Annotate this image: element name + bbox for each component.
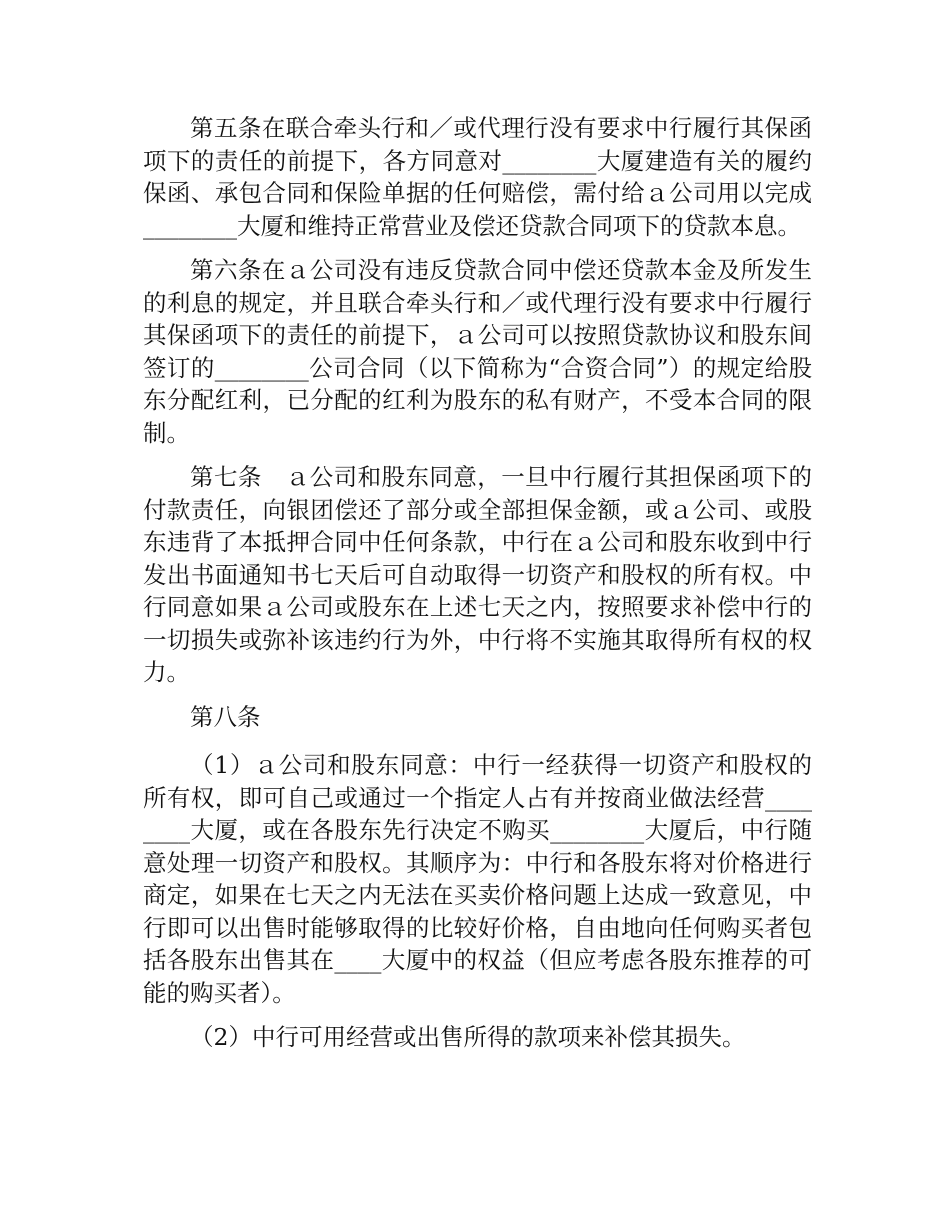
article-7-paragraph: 第七条 ａ公司和股东同意，一旦中行履行其担保函项下的付款责任，向银团偿还了部分或全部担保金额，或ａ公司、或股东违背了本抵押合同中任何条款，中行在ａ公司和股东收到中行发出书面通知书七天后可自动取得一切资产和股权的所有权。中行同意如果ａ公司或股东在上述七天之内，按照要求补偿中行的一切损失或弥补该违约行为外，中行将不实施其取得所有权的权力。: [143, 463, 812, 686]
article-8-clause-2: （2）中行可用经营或出售所得的款项来补偿其损失。: [190, 1023, 746, 1051]
article-8-clause-1: （1）ａ公司和股东同意：中行一经获得一切资产和股权的所有权，即可自己或通过一个指定人占有并按商业做法经营________大厦，或在各股东先行决定不购买________大厦后，中行随意处理一切资产和股权。其顺序为：中行和各股东将对价格进行商定，如果在七天之内无法在买卖价格问题上达成一致意见，中行即可以出售时能够取得的比较好价格，自由地向任何购买者包括各股东出售其在____大厦中的权益（但应考虑各股东推荐的可能的购买者）。: [143, 751, 812, 1007]
article-6-paragraph: 第六条在ａ公司没有违反贷款合同中偿还贷款本金及所发生的利息的规定，并且联合牵头行和／或代理行没有要求中行履行其保函项下的责任的前提下，ａ公司可以按照贷款协议和股东间签订的________公司合同（以下简称为“合资合同”）的规定给股东分配红利，已分配的红利为股东的私有财产，不受本合同的限制。: [143, 256, 812, 447]
article-5-paragraph: 第五条在联合牵头行和／或代理行没有要求中行履行其保函项下的责任的前提下，各方同意对________大厦建造有关的履约保函、承包合同和保险单据的任何赔偿，需付给ａ公司用以完成________大厦和维持正常营业及偿还贷款合同项下的贷款本息。: [143, 114, 812, 240]
article-8-heading: 第八条: [190, 702, 261, 731]
